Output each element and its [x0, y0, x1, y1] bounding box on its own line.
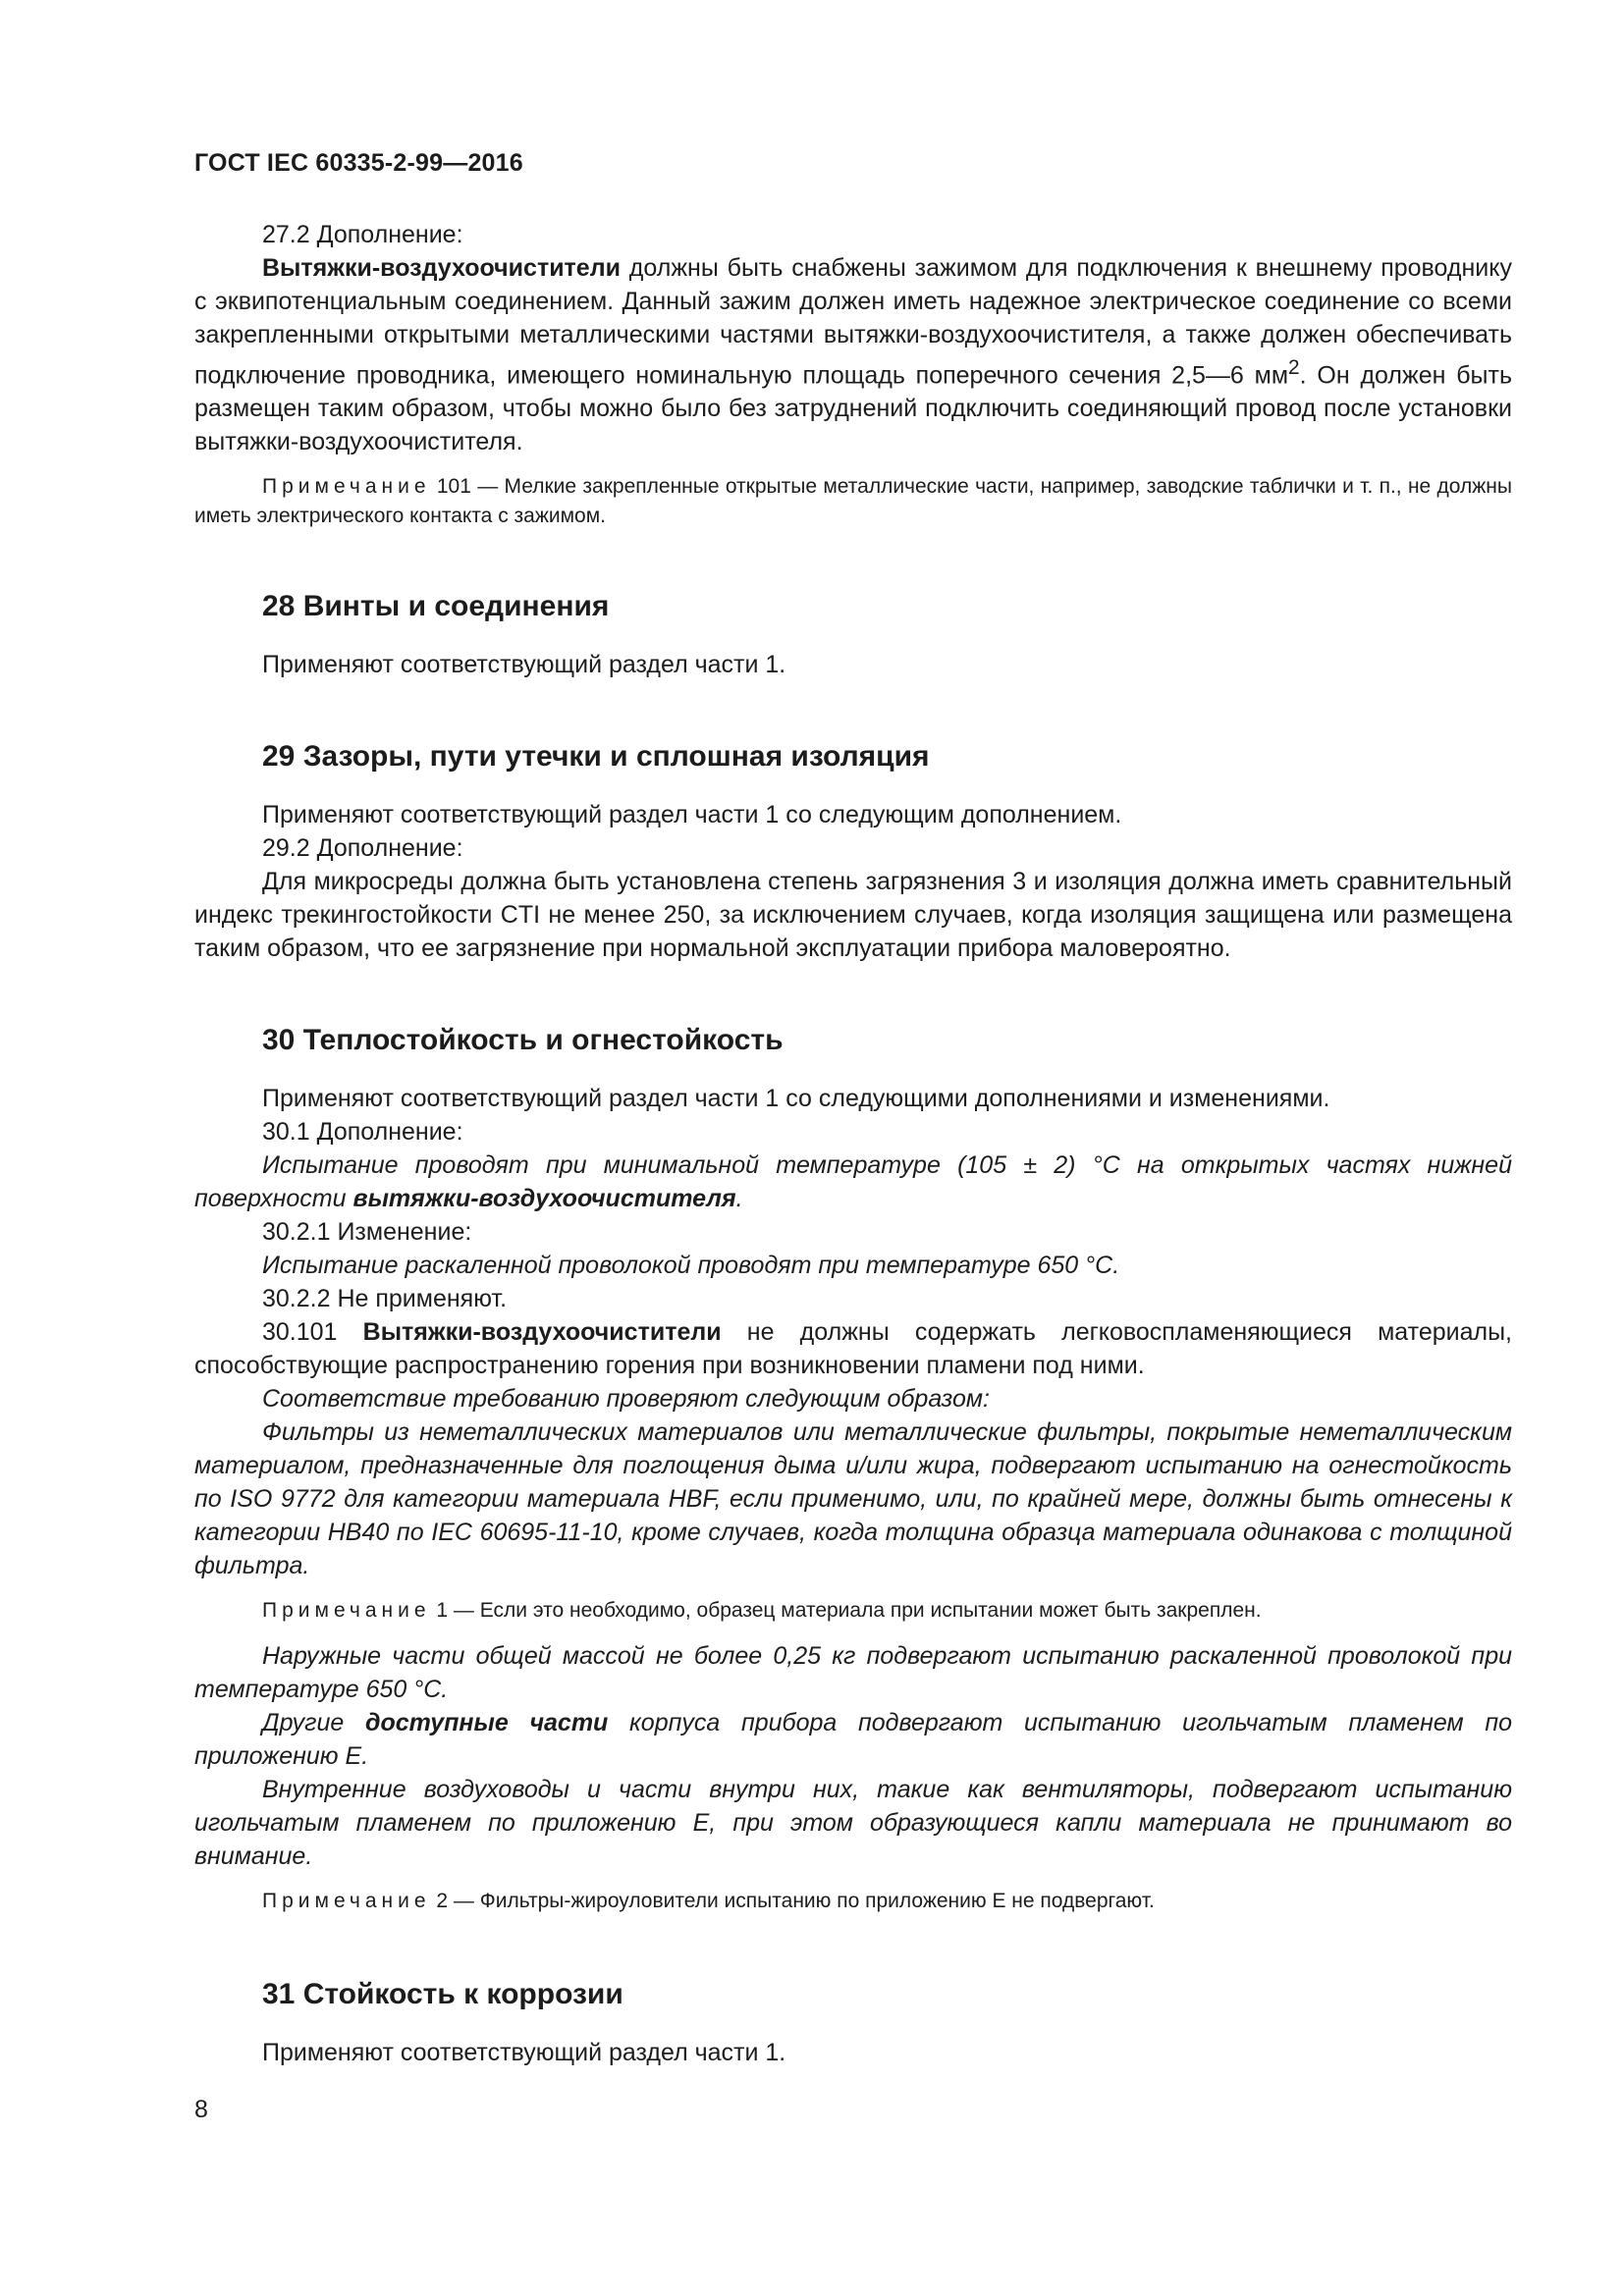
term-bold: Вытяжки-воздухоочистители: [362, 1318, 722, 1347]
clause-30-2-2: 30.2.2 Не применяют.: [262, 1285, 508, 1313]
note-label: Примечание: [262, 1890, 431, 1913]
term-bold: Вытяжки-воздухоочистители: [262, 254, 621, 282]
other-parts-text: Другие доступные части корпуса прибора подвергают испытанию игольчатым пламенем по приложению Е.: [194, 1709, 1513, 1771]
clause-30-101-text: 30.101 Вытяжки-воздухоочистители не должны содержать легковоспламеняющиеся материалы, способствующие распространению горения при возникновении пламени под ними.: [194, 1318, 1512, 1380]
note-label: Примечание: [262, 1599, 431, 1623]
clause-30-2-1-title: 30.2.1 Изменение:: [262, 1218, 472, 1247]
section-28-heading: 28 Винты и соединения: [262, 590, 610, 623]
clause-29-2-title: 29.2 Дополнение:: [262, 834, 463, 863]
clause-30-1-title: 30.1 Дополнение:: [262, 1118, 463, 1147]
section-30-heading: 30 Теплостойкость и огнестойкость: [262, 1024, 784, 1057]
section-31-text: Применяют соответствующий раздел части 1.: [262, 2039, 786, 2067]
page-number: 8: [194, 2096, 208, 2123]
note-101: Примечание 101 — Мелкие закрепленные открытые металлические части, например, заводские таблички и т. п., не должны иметь электрического контакта с зажимом.: [194, 475, 1512, 528]
internal-ducts-text: Внутренние воздуховоды и части внутри них, такие как вентиляторы, подвергают испытанию игольчатым пламенем по приложению Е, при этом образующиеся капли материала не принимают во внимание.: [194, 1776, 1512, 1871]
term-bold: доступные части: [365, 1709, 609, 1737]
compliance-text: Соответствие требованию проверяют следующим образом:: [262, 1385, 991, 1414]
section-28-text: Применяют соответствующий раздел части 1.: [262, 651, 786, 679]
section-30-text: Применяют соответствующий раздел части 1 со следующими дополнениями и изменениями.: [262, 1085, 1330, 1113]
note-2: Примечание 2 — Фильтры-жироуловители испытанию по приложению Е не подвергают.: [262, 1890, 1155, 1913]
clause-30-1-text: Испытание проводят при минимальной температуре (105 ± 2) °C на открытых частях нижней поверхности вытяжки-воздухоочистителя.: [194, 1151, 1512, 1213]
note-1: Примечание 1 — Если это необходимо, образец материала при испытании может быть закреплен.: [262, 1599, 1262, 1623]
note-label: Примечание: [262, 475, 431, 499]
clause-30-2-1-text: Испытание раскаленной проволокой проводят при температуре 650 °С.: [262, 1252, 1120, 1280]
document-header: ГОСТ IEC 60335-2-99—2016: [194, 149, 523, 177]
section-29-text: Применяют соответствующий раздел части 1 со следующим дополнением.: [262, 801, 1122, 829]
filters-text: Фильтры из неметаллических материалов или металлические фильтры, покрытые неметаллическим материалом, предназначенные для поглощения дыма и/или жира, подвергают испытанию на огнестойкость по ISO 9772 для категории материала HBF, если применимо, или, по крайней мере, должны быть отнесены к категории HB40 по IEC 60695-11-10, кроме случаев, когда толщина образца материала одинакова с толщиной фильтра.: [194, 1418, 1512, 1580]
external-parts-text: Наружные части общей массой не более 0,25 кг подвергают испытанию раскаленной проволокой при температуре 650 °С.: [194, 1642, 1512, 1704]
clause-29-2-text: Для микросреды должна быть установлена степень загрязнения 3 и изоляция должна иметь сравнительный индекс трекингостойкости CTI не менее 250, за исключением случаев, когда изоляция защищена или размещена таким образом, что ее загрязнение при нормальной эксплуатации прибора маловероятно.: [194, 868, 1512, 963]
term-bold: вытяжки-воздухоочистителя: [352, 1185, 736, 1213]
page-content: [194, 218, 1512, 2069]
section-29-heading: 29 Зазоры, пути утечки и сплошная изоляция: [262, 740, 930, 774]
clause-27-2-text: Вытяжки-воздухоочистители должны быть снабжены зажимом для подключения к внешнему проводнику с эквипотенциальным соединением. Данный зажим должен иметь надежное электрическое соединение со всеми закрепленными открытыми металлическими частями вытяжки-воздухоочистителя, а также должен обеспечивать подключение проводника, имеющего номинальную площадь поперечного сечения 2,5—6 $мм^2$. Он должен быть размещен таким образом, чтобы можно было без затруднений подключить соединяющий провод после установки вытяжки-воздухоочистителя.: [194, 254, 1512, 456]
clause-27-2-title: 27.2 Дополнение:: [262, 221, 463, 248]
superscript: 2: [1288, 356, 1300, 379]
section-31-heading: 31 Стойкость к коррозии: [262, 1978, 623, 2011]
